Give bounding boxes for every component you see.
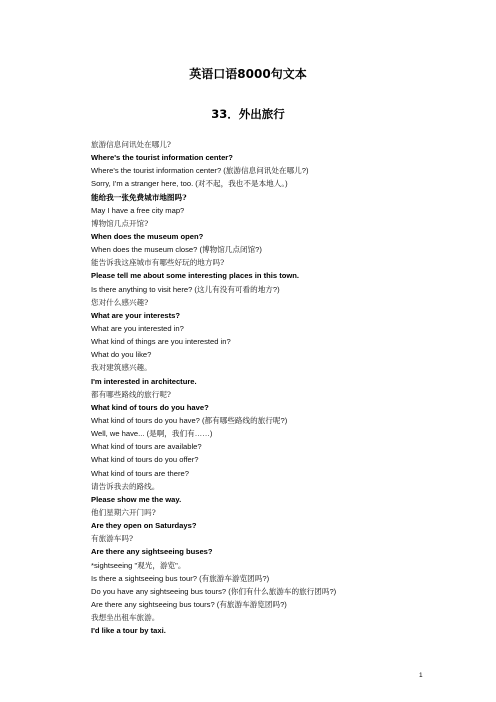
phrase-line: *sightseeing "观光，游览"。 [91, 560, 186, 570]
phrase-line: 请告诉我去的路线。 [91, 481, 160, 491]
phrase-line: What kind of things are you interested in? [91, 337, 231, 347]
phrase-line: Sorry, I'm a stranger here, too. (对不起，我也不是本地人。) [91, 179, 288, 189]
phrase-line: 他们星期六开门吗? [91, 507, 156, 517]
phrase-line: When does the museum open? [91, 231, 204, 241]
phrase-line: What kind of tours do you offer? [91, 455, 199, 465]
phrase-line: Is there a sightseeing bus tour? (有旅游车游览团吗?) [91, 573, 270, 583]
phrase-line: Where's the tourist information center? (旅游信息问讯处在哪儿?) [91, 166, 309, 176]
phrase-line: May I have a free city map? [91, 205, 185, 215]
phrase-line: 博物馆几点开馆? [91, 218, 149, 228]
phrase-line: 我想坐出租车旅游。 [91, 613, 160, 623]
phrase-line: 有旅游车吗? [91, 534, 134, 544]
phrase-line: What are your interests? [91, 310, 181, 320]
phrase-line: 都有哪些路线的旅行呢? [91, 389, 172, 399]
phrase-line: What kind of tours are available? [91, 442, 202, 452]
phrase-line: When does the museum close? (博物馆几点闭馆?) [91, 245, 262, 255]
phrase-line: I'm interested in architecture. [91, 376, 197, 386]
phrase-line: Do you have any sightseeing bus tours? (你们有什么旅游车的旅行团吗?) [91, 586, 337, 596]
document-title: 英语口语8000句文本 [189, 67, 307, 81]
phrase-line: Are there any sightseeing buses? [91, 547, 213, 557]
phrase-line: Please show me the way. [91, 494, 182, 504]
section-title: 33．外出旅行 [211, 107, 285, 121]
phrase-line: I'd like a tour by taxi. [91, 626, 166, 636]
phrase-line: 您对什么感兴趣? [91, 297, 149, 307]
phrase-line: What kind of tours do you have? [91, 402, 209, 412]
phrase-line: Are there any sightseeing bus tours? (有旅游车游览团吗?) [91, 599, 287, 609]
phrase-line: 旅游信息问讯处在哪儿? [91, 140, 172, 149]
phrase-line: What are you interested in? [91, 323, 184, 333]
phrase-line: What kind of tours are there? [91, 468, 189, 478]
phrase-list [91, 138, 471, 637]
phrase-line: 能告诉我这座城市有哪些好玩的地方吗? [91, 258, 225, 268]
phrase-line: Is there anything to visit here? (这儿有没有可看的地方?) [91, 284, 280, 294]
phrase-line: Are they open on Saturdays? [91, 521, 197, 531]
page-number: 1 [419, 672, 423, 679]
phrase-line: 能给我一张免费城市地图吗? [91, 192, 187, 202]
phrase-line: Where's the tourist information center? [91, 153, 233, 163]
phrase-line: Please tell me about some interesting places in this town. [91, 271, 300, 281]
phrase-line: 我对建筑感兴趣。 [91, 363, 152, 373]
phrase-line: Well, we have... (是啊，我们有……) [91, 429, 213, 439]
phrase-line: What do you like? [91, 350, 152, 360]
phrase-line: What kind of tours do you have? (都有哪些路线的旅行呢?) [91, 415, 288, 425]
